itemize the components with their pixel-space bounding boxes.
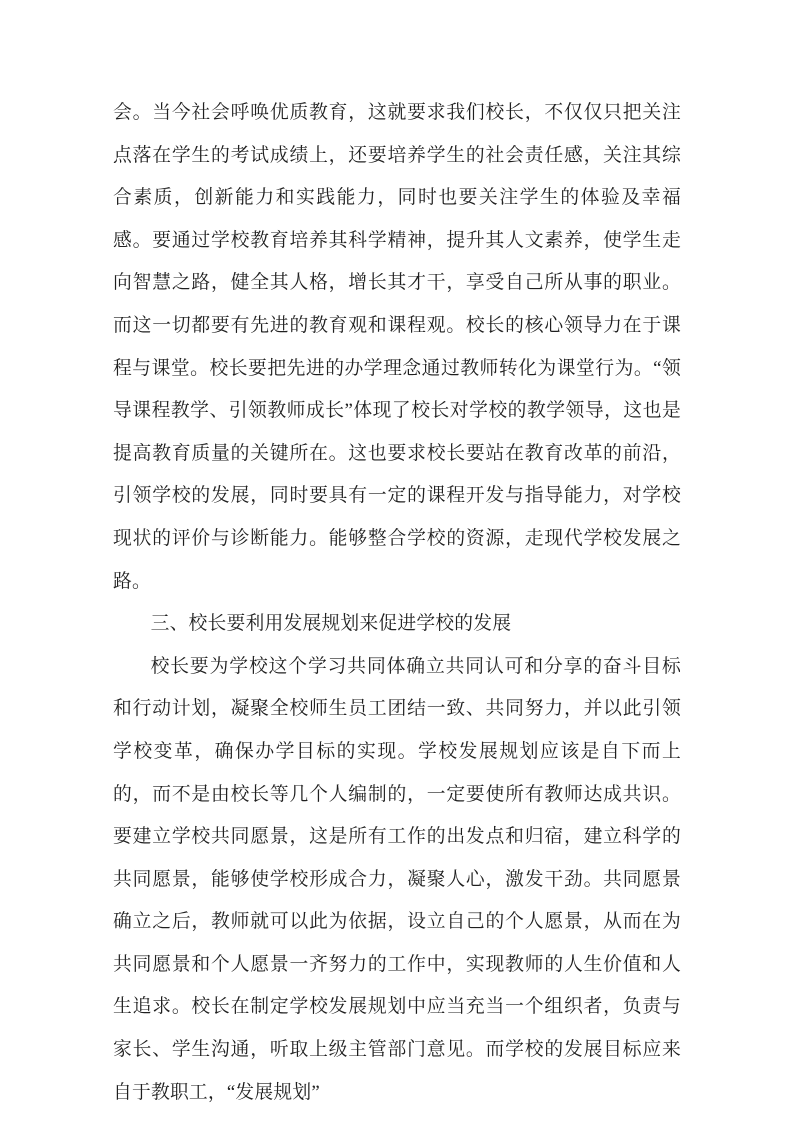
body-paragraph: 校长要为学校这个学习共同体确立共同认可和分享的奋斗目标和行动计划，凝聚全校师生员工团结一致、共同努力，并以此引领学校变革，确保办学目标的实现。学校发展规划应该是自下而上的，而不是由校长等几个人编制的，一定要使所有教师达成共识。要建立学校共同愿景，这是所有工作的出发点和归宿，建立科学的共同愿景，能够使学校形成合力，凝聚人心，激发干劲。共同愿景确立之后，教师就可以此为依据，设立自己的个人愿景，从而在为共同愿景和个人愿景一齐努力的工作中，实现教师的人生价值和人生追求。校长在制定学校发展规划中应当充当一个组织者，负责与家长、学生沟通，听取上级主管部门意见。而学校的发展目标应来自于教职工，“发展规划” <box>113 655 681 1103</box>
body-paragraph-continued: 会。当今社会呼唤优质教育，这就要求我们校长，不仅仅只把关注点落在学生的考试成绩上，还要培养学生的社会责任感，关注其综合素质，创新能力和实践能力，同时也要关注学生的体验及幸福感。要通过学校教育培养其科学精神，提升其人文素养，使学生走向智慧之路，健全其人格，增长其才干，享受自己所从事的职业。而这一切都要有先进的教育观和课程观。校长的核心领导力在于课程与课堂。校长要把先进的办学理念通过教师转化为课堂行为。“领导课程教学、引领教师成长”体现了校长对学校的教学领导，这也是提高教育质量的关键所在。这也要求校长要站在教育改革的前沿，引领学校的发展，同时要具有一定的课程开发与指导能力，对学校现状的评价与诊断能力。能够整合学校的资源，走现代学校发展之路。 <box>113 102 681 592</box>
section-heading: 三、校长要利用发展规划来促进学校的发展 <box>150 613 512 635</box>
